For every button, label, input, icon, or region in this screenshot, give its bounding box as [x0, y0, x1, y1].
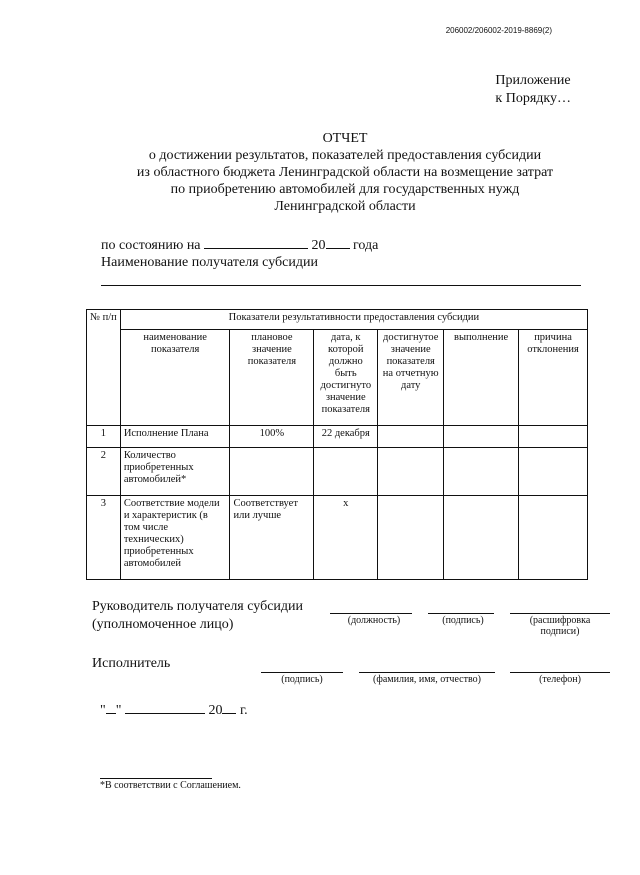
row-deviation-reason[interactable] [519, 426, 588, 448]
as-of-date-blank[interactable] [204, 236, 308, 249]
title-line-3: по приобретению автомобилей для государственных нужд [170, 182, 520, 197]
date-year-blank[interactable] [222, 701, 236, 714]
row-number: 3 [87, 496, 121, 580]
table-row [87, 496, 588, 580]
row-indicator-name: Количество приобретенных автомобилей* [120, 448, 230, 496]
decode-caption: (расшифровка подписи) [529, 615, 591, 637]
decode-line[interactable] [510, 613, 610, 614]
row-planned-value[interactable] [230, 448, 314, 496]
row-target-date[interactable] [314, 448, 378, 496]
row-number: 1 [87, 426, 121, 448]
report-title [0, 130, 640, 215]
position-line[interactable] [330, 613, 412, 614]
executor-phone-caption: (телефон) [539, 674, 581, 685]
head-signature-label [92, 598, 303, 634]
header-indicator-name: наименование показателя [120, 330, 230, 426]
header-row-number: № п/п [87, 310, 121, 426]
as-of-suffix: года [353, 238, 379, 253]
head-label-line-1: Руководитель получателя субсидии [92, 599, 304, 614]
row-achieved-value[interactable] [378, 448, 444, 496]
signing-date [100, 701, 248, 719]
header-completion: выполнение [444, 330, 519, 426]
appendix-line-2: к Порядку… [495, 91, 571, 106]
title-line-4: Ленинградской области [274, 199, 416, 214]
footnote: *В соответствии с Соглашением. [100, 780, 241, 791]
appendix-line-1: Приложение [495, 73, 571, 88]
executor-name-line[interactable] [359, 672, 495, 673]
row-deviation-reason[interactable] [519, 496, 588, 580]
date-quote-close: " [115, 703, 122, 718]
recipient-name-line[interactable] [101, 285, 581, 286]
report-table [86, 309, 588, 580]
row-target-date: 22 декабря [314, 426, 378, 448]
row-indicator-name: Соответствие модели и характеристик (в том числе технических) приобретенных автомобилей [120, 496, 230, 580]
date-quote-open: " [100, 703, 106, 718]
table-row [87, 448, 588, 496]
title-line-1: о достижении результатов, показателей предоставления субсидии [148, 148, 542, 163]
head-label-line-2: (уполномоченное лицо) [92, 617, 234, 632]
row-achieved-value[interactable] [378, 426, 444, 448]
as-of-prefix: по состоянию на [101, 238, 201, 253]
header-target-date: дата, к которой должно быть достигнуто значение показателя [314, 330, 378, 426]
footnote-separator [100, 778, 212, 779]
executor-name-caption: (фамилия, имя, отчество) [373, 674, 481, 685]
as-of-year-blank[interactable] [326, 236, 350, 249]
executor-signature-line[interactable] [261, 672, 343, 673]
recipient-label: Наименование получателя субсидии [101, 255, 318, 270]
row-completion[interactable] [444, 448, 519, 496]
header-deviation-reason: причина отклонения [519, 330, 588, 426]
date-year: 20 [208, 703, 223, 718]
signature-line[interactable] [428, 613, 494, 614]
as-of-year: 20 [311, 238, 326, 253]
executor-label: Исполнитель [92, 656, 171, 671]
row-completion[interactable] [444, 496, 519, 580]
row-completion[interactable] [444, 426, 519, 448]
appendix-note [495, 72, 571, 108]
row-deviation-reason[interactable] [519, 448, 588, 496]
row-number: 2 [87, 448, 121, 496]
header-achieved-value: достигнутое значение показателя на отчетную дату [378, 330, 444, 426]
title-heading: ОТЧЕТ [322, 131, 368, 146]
row-achieved-value[interactable] [378, 496, 444, 580]
as-of-date [101, 236, 378, 254]
date-day-blank[interactable] [106, 701, 116, 714]
row-target-date: x [314, 496, 378, 580]
header-planned-value: плановое значение показателя [230, 330, 314, 426]
title-line-2: из областного бюджета Ленинградской области на возмещение затрат [136, 165, 554, 180]
executor-signature-caption: (подпись) [281, 674, 323, 685]
document-number: 206002/206002-2019-8869(2) [445, 26, 552, 35]
date-month-blank[interactable] [125, 701, 205, 714]
header-indicators-group: Показатели результативности предоставления субсидии [120, 310, 587, 330]
row-indicator-name: Исполнение Плана [120, 426, 230, 448]
executor-phone-line[interactable] [510, 672, 610, 673]
table-row [87, 426, 588, 448]
date-suffix: г. [239, 703, 248, 718]
position-caption: (должность) [347, 615, 401, 626]
row-planned-value: Соответствует или лучше [230, 496, 314, 580]
signature-caption: (подпись) [442, 615, 484, 626]
row-planned-value: 100% [230, 426, 314, 448]
